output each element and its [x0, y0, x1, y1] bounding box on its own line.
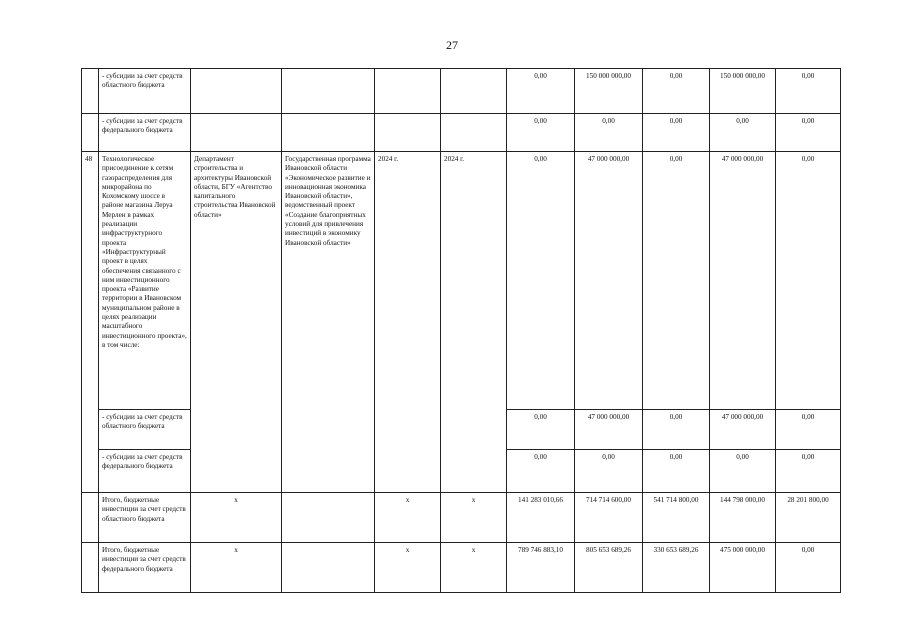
- cell-value: 47 000 000,00: [575, 410, 643, 450]
- cell-end: х: [441, 493, 507, 543]
- cell-value: 0,00: [575, 114, 643, 152]
- cell-num: [82, 114, 99, 152]
- cell-value: 475 000 000,00: [710, 543, 776, 593]
- cell-value: 0,00: [710, 450, 776, 493]
- cell-value: 0,00: [643, 410, 710, 450]
- cell-value: 47 000 000,00: [575, 152, 643, 410]
- cell-value: 0,00: [507, 410, 575, 450]
- cell-start: х: [375, 493, 441, 543]
- table-row: [82, 114, 841, 152]
- cell-name: Технологическое присоединение к сетям газораспределения для микрорайона по Кохомскому шоссе в районе магазина Леруа Мерлен в рамках реализации инфраструктурного проекта «Инфраструктурный проект в целях обеспечения связанного с ним инвестиционного проекта «Развитие территории в Ивановском муниципальном районе в целях реализации масштабного инвестиционного проекта», в том числе:: [99, 152, 191, 410]
- cell-name: Итого, бюджетные инвестиции за счет средств федерального бюджета: [99, 543, 191, 593]
- cell-value: 541 714 800,00: [643, 493, 710, 543]
- cell-start: х: [375, 543, 441, 593]
- cell-name: - субсидии за счет средств федерального бюджета: [99, 114, 191, 152]
- cell-name: Итого, бюджетные инвестиции за счет средств областного бюджета: [99, 493, 191, 543]
- cell-value: 47 000 000,00: [710, 152, 776, 410]
- cell-end: [441, 69, 507, 114]
- cell-value: 714 714 600,00: [575, 493, 643, 543]
- cell-program: [282, 543, 375, 593]
- table-row: [82, 69, 841, 114]
- cell-program: [282, 69, 375, 114]
- cell-name: - субсидии за счет средств федерального бюджета: [99, 450, 191, 493]
- cell-responsible: Департамент строительства и архитектуры Ивановской области, БГУ «Агентство капитального строительства Ивановской области»: [191, 152, 282, 493]
- page-number: 27: [446, 38, 458, 52]
- budget-investment-table: [81, 68, 841, 593]
- cell-start: 2024 г.: [375, 152, 441, 493]
- cell-value: 330 653 689,26: [643, 543, 710, 593]
- cell-value: 144 798 000,00: [710, 493, 776, 543]
- cell-value: 47 000 000,00: [710, 410, 776, 450]
- cell-value: 150 000 000,00: [575, 69, 643, 114]
- cell-value: 0,00: [507, 450, 575, 493]
- cell-num: [82, 493, 99, 543]
- cell-value: 0,00: [643, 152, 710, 410]
- cell-start: [375, 69, 441, 114]
- cell-value: 0,00: [507, 114, 575, 152]
- cell-responsible: х: [191, 543, 282, 593]
- cell-value: 0,00: [776, 69, 841, 114]
- cell-responsible: [191, 69, 282, 114]
- cell-value: 0,00: [507, 69, 575, 114]
- cell-value: 141 283 010,66: [507, 493, 575, 543]
- cell-num: 48: [82, 152, 99, 493]
- cell-num: [82, 543, 99, 593]
- cell-name: - субсидии за счет средств областного бюджета: [99, 69, 191, 114]
- cell-value: 805 653 689,26: [575, 543, 643, 593]
- table-row: [82, 543, 841, 593]
- cell-value: 0,00: [643, 114, 710, 152]
- cell-responsible: х: [191, 493, 282, 543]
- cell-value: 0,00: [776, 114, 841, 152]
- cell-program: [282, 114, 375, 152]
- cell-program: [282, 493, 375, 543]
- cell-value: 0,00: [507, 152, 575, 410]
- cell-value: 0,00: [776, 450, 841, 493]
- cell-name: - субсидии за счет средств областного бюджета: [99, 410, 191, 450]
- cell-end: х: [441, 543, 507, 593]
- cell-value: 0,00: [776, 410, 841, 450]
- cell-end: [441, 114, 507, 152]
- cell-program: Государственная программа Ивановской области «Экономическое развитие и инновационная экономика Ивановской области», ведомственный проект «Создание благоприятных условий для привлечения инвестиций в экономику Ивановской области»: [282, 152, 375, 493]
- table-row: [82, 493, 841, 543]
- cell-responsible: [191, 114, 282, 152]
- cell-start: [375, 114, 441, 152]
- cell-value: 150 000 000,00: [710, 69, 776, 114]
- cell-value: 0,00: [643, 69, 710, 114]
- cell-value: 0,00: [776, 152, 841, 410]
- cell-value: 0,00: [776, 543, 841, 593]
- cell-num: [82, 69, 99, 114]
- cell-value: 789 746 883,10: [507, 543, 575, 593]
- cell-value: 0,00: [643, 450, 710, 493]
- cell-end: 2024 г.: [441, 152, 507, 493]
- cell-value: 28 201 800,00: [776, 493, 841, 543]
- cell-value: 0,00: [575, 450, 643, 493]
- cell-value: 0,00: [710, 114, 776, 152]
- table-row: [82, 152, 841, 410]
